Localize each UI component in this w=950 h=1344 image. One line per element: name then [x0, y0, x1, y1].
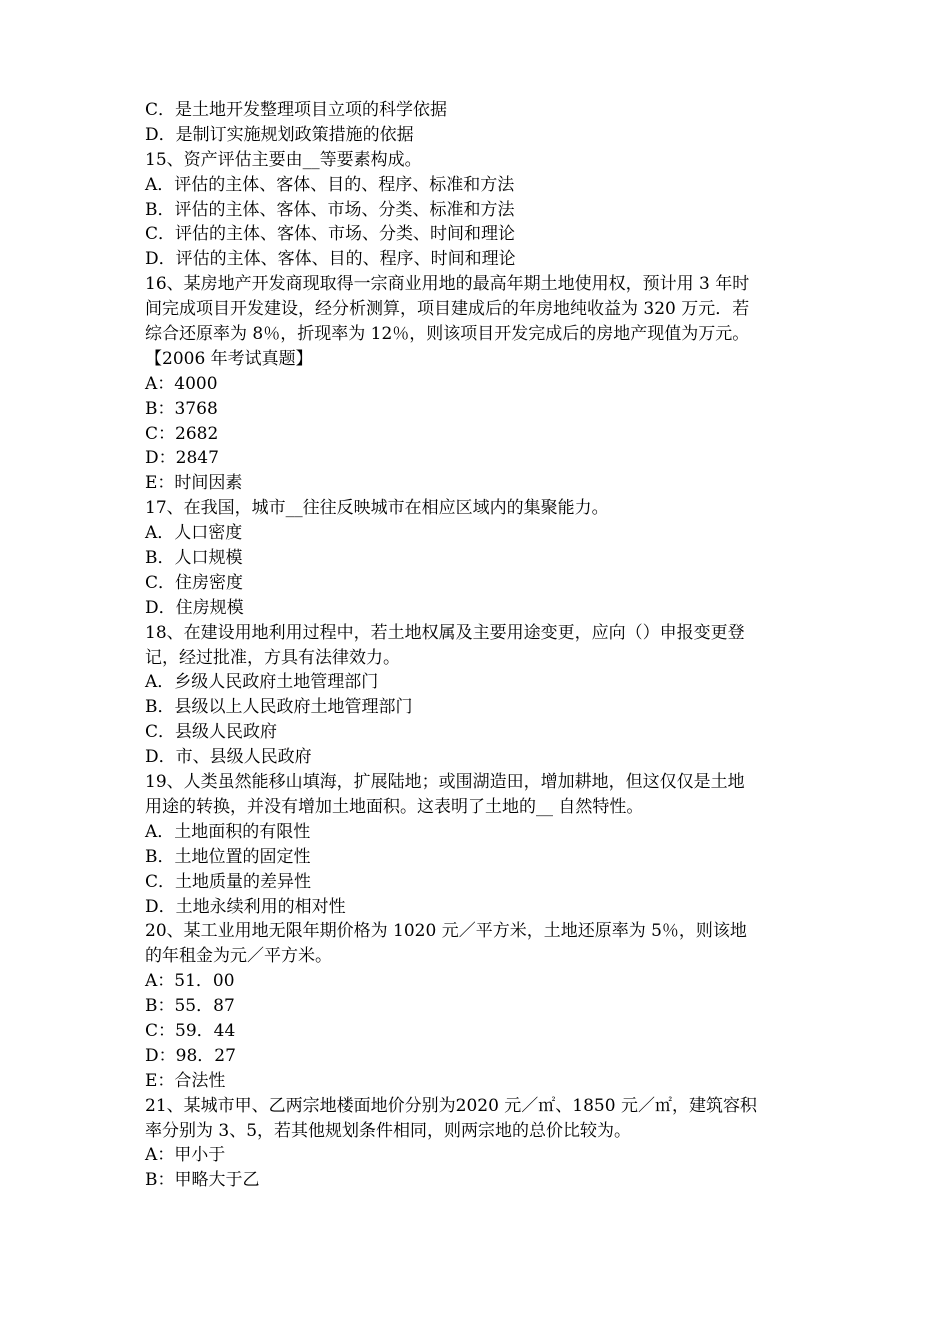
- option-line: D．土地永续利用的相对性: [145, 896, 346, 917]
- option-line: A．土地面积的有限性: [145, 821, 311, 842]
- option-line: D．住房规模: [145, 597, 244, 618]
- option-line: D．市、县级人民政府: [145, 747, 312, 768]
- option-line: C．县级人民政府: [145, 722, 278, 743]
- question-line: 间完成项目开发建设，经分析测算，项目建成后的年房地纯收益为 320 万元．若: [145, 299, 750, 320]
- option-line: A：4000: [145, 373, 218, 394]
- option-line: B．县级以上人民政府土地管理部门: [145, 697, 413, 718]
- option-line: D：98．27: [145, 1045, 236, 1066]
- option-line: A：51．00: [145, 971, 235, 992]
- option-line: A．评估的主体、客体、目的、程序、标准和方法: [145, 174, 515, 195]
- option-line: B：3768: [145, 398, 218, 419]
- question-line: 率分别为 3、5，若其他规划条件相同，则两宗地的总价比较为。: [145, 1120, 632, 1141]
- option-line: B：甲略大于乙: [145, 1170, 260, 1191]
- question-line: 15、资产评估主要由__等要素构成。: [145, 149, 422, 170]
- option-line: C：59．44: [145, 1020, 236, 1041]
- option-line: C．土地质量的差异性: [145, 871, 312, 892]
- option-line: C：2682: [145, 423, 219, 444]
- option-line: C．评估的主体、客体、市场、分类、时间和理论: [145, 224, 516, 245]
- option-line: D．是制订实施规划政策措施的依据: [145, 124, 414, 145]
- question-line: 18、在建设用地利用过程中，若土地权属及主要用途变更，应向（）申报变更登: [145, 622, 745, 643]
- option-line: A．乡级人民政府土地管理部门: [145, 672, 379, 693]
- question-line: 16、某房地产开发商现取得一宗商业用地的最高年期土地使用权，预计用 3 年时: [145, 274, 750, 295]
- option-line: B．土地位置的固定性: [145, 846, 311, 867]
- option-line: E：合法性: [145, 1070, 226, 1091]
- question-line: 的年租金为元／平方米。: [145, 946, 332, 967]
- option-line: A：甲小于: [145, 1145, 226, 1166]
- option-line: A．人口密度: [145, 523, 243, 544]
- option-line: D：2847: [145, 448, 219, 469]
- option-line: B：55．87: [145, 996, 235, 1017]
- question-line: 17、在我国，城市__往往反映城市在相应区域内的集聚能力。: [145, 498, 609, 519]
- option-line: C．住房密度: [145, 572, 244, 593]
- option-line: C．是土地开发整理项目立项的科学依据: [145, 100, 448, 120]
- question-line: 综合还原率为 8％，折现率为 12％，则该项目开发完成后的房地产现值为万元。: [145, 324, 750, 345]
- option-line: B．评估的主体、客体、市场、分类、标准和方法: [145, 199, 515, 220]
- question-line: 用途的转换，并没有增加土地面积。这表明了土地的__ 自然特性。: [145, 796, 644, 817]
- question-line: 21、某城市甲、乙两宗地楼面地价分别为2020 元／㎡、1850 元／㎡，建筑容积: [145, 1095, 757, 1116]
- question-line: 记，经过批准，方具有法律效力。: [145, 647, 400, 668]
- question-line: 【2006 年考试真题】: [145, 348, 313, 369]
- option-line: D．评估的主体、客体、目的、程序、时间和理论: [145, 249, 516, 270]
- document-body: [145, 98, 815, 1193]
- question-line: 20、某工业用地无限年期价格为 1020 元／平方米，土地还原率为 5％，则该地: [145, 921, 747, 942]
- option-line: B．人口规模: [145, 548, 243, 569]
- question-line: 19、人类虽然能移山填海，扩展陆地；或围湖造田，增加耕地，但这仅仅是土地: [145, 772, 745, 793]
- option-line: E：时间因素: [145, 473, 243, 494]
